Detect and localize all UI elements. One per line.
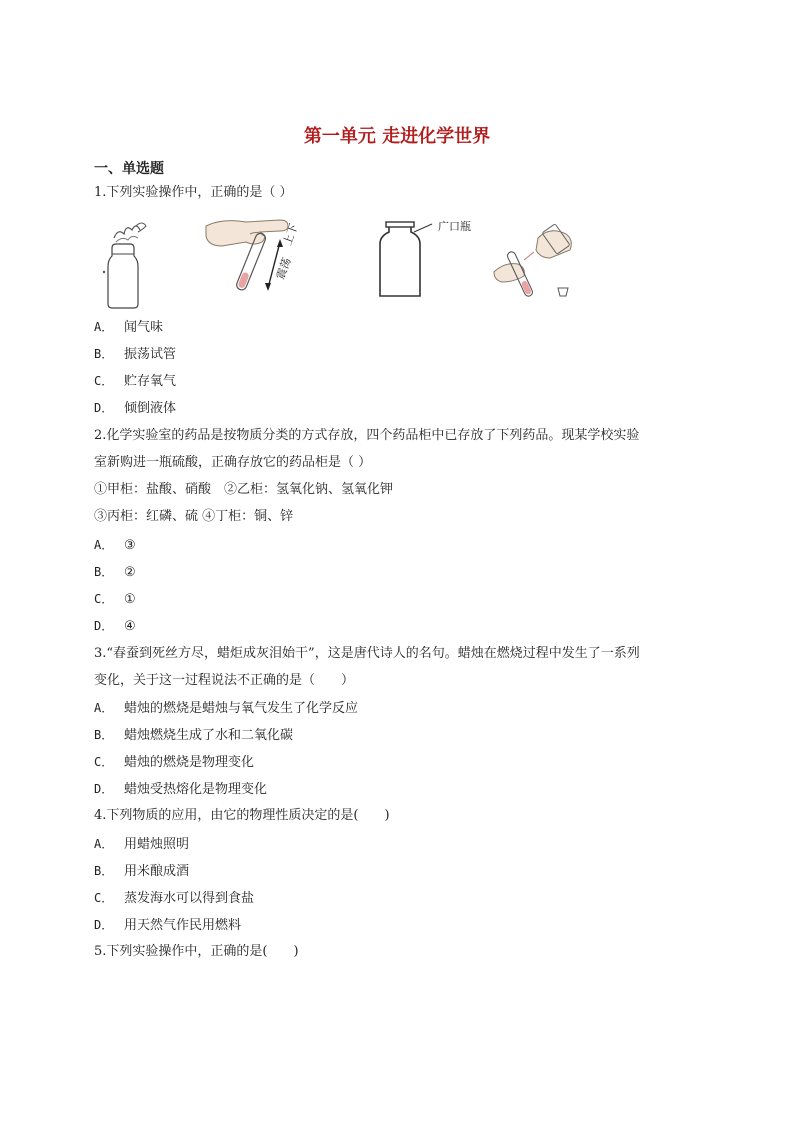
q1-option-a[interactable]: A． 闻气味 [94,320,164,335]
q3-option-a[interactable]: A． 蜡烛的燃烧是蜡烛与氧气发生了化学反应 [94,701,359,716]
q3-option-c[interactable]: C． 蜡烛的燃烧是物理变化 [94,755,255,770]
q2-stem-line-1: 2.化学实验室的药品是按物质分类的方式存放，四个药品柜中已存放了下列药品。现某学校实验 [94,428,640,443]
q3-stem-line-1: 3.“春蚕到死丝方尽，蜡炬成灰泪始干”，这是唐代诗人的名句。蜡烛在燃烧过程中发生了一系列 [94,646,640,661]
shake-word-label: 震荡 [273,256,294,282]
q1-option-c[interactable]: C． 贮存氧气 [94,374,177,389]
q2-option-b[interactable]: B． ② [94,565,136,580]
q5-stem: 5.下列实验操作中，正确的是( ) [94,944,299,959]
q3-option-d[interactable]: D． 蜡烛受热熔化是物理变化 [94,782,268,797]
q1-figures [94,212,614,312]
wide-bottle-label: 广口瓶 [438,220,471,233]
q4-option-a[interactable]: A． 用蜡烛照明 [94,837,190,852]
q4-stem: 4.下列物质的应用，由它的物理性质决定的是( ) [94,808,390,823]
q2-info-line-1: ①甲柜：盐酸、硝酸 ②乙柜：氢氧化钠、氢氧化钾 [94,482,394,497]
shake-up-label: 上下 [280,222,301,248]
page-title: 第一单元 走进化学世界 [303,126,491,147]
q2-option-a[interactable]: A． ③ [94,538,136,553]
q3-option-b[interactable]: B． 蜡烛燃烧生成了水和二氧化碳 [94,728,294,743]
q2-stem-line-2: 室新购进一瓶硫酸，正确存放它的药品柜是（ ） [94,455,372,470]
q4-option-d[interactable]: D． 用天然气作民用燃料 [94,918,242,933]
q4-option-c[interactable]: C． 蒸发海水可以得到食盐 [94,891,255,906]
q1-option-b[interactable]: B． 振荡试管 [94,347,177,362]
q4-option-b[interactable]: B． 用米酿成酒 [94,864,190,879]
section-heading: 一、单选题 [94,161,164,177]
q2-option-c[interactable]: C． ① [94,592,136,607]
q1-option-d[interactable]: D． 倾倒液体 [94,401,177,416]
q2-info-line-2: ③丙柜：红磷、硫 ④丁柜：铜、锌 [94,509,294,524]
q1-stem: 1.下列实验操作中，正确的是（ ） [94,185,293,200]
q2-option-d[interactable]: D． ④ [94,619,136,634]
q3-stem-line-2: 变化，关于这一过程说法不正确的是（ ） [94,673,355,688]
wide-bottle-figure [370,220,440,302]
pour-liquid-figure [490,224,582,304]
smell-bottle-figure [98,218,148,310]
